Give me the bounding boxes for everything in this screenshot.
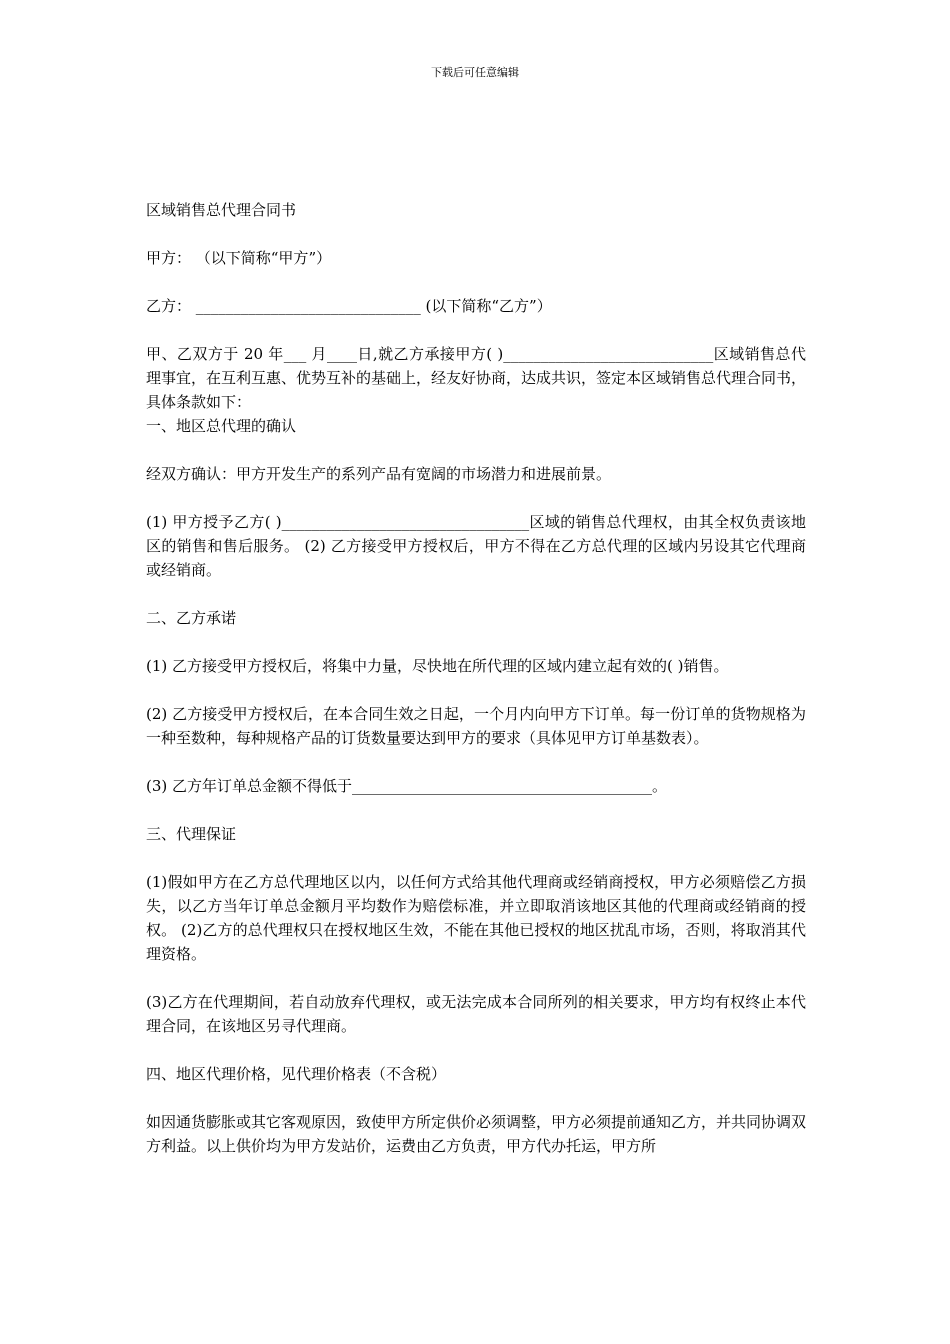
preamble-paragraph: 甲、乙双方于 20 年___ 月____日,就乙方承接甲方( )____________________________区域销售总代理事宜，在互利互惠、优势互补的基础上，经友好协商，达成共识，签定本区域销售总代理合同书，具体条款如下： xyxy=(146,345,807,411)
section-heading-4: 四、地区代理价格，见代理价格表（不含税） xyxy=(146,1065,447,1083)
guarantee-clause-1: (1)假如甲方在乙方总代理地区以内，以任何方式给其他代理商或经销商授权，甲方必须赔偿乙方损失，以乙方当年订单总金额月平均数作为赔偿标准，并立即取消该地区其他的代理商或经销商的授权。 (2)乙方的总代理权只在授权地区生效，不能在其他已授权的地区扰乱市场，否则，将取消其代理资格。 xyxy=(146,873,806,963)
section-heading-2: 二、乙方承诺 xyxy=(146,609,237,627)
promise-clause-2: (2) 乙方接受甲方授权后，在本合同生效之日起，一个月内向甲方下订单。每一份订单的货物规格为一种至数种，每种规格产品的订货数量要达到甲方的要求（具体见甲方订单基数表）。 xyxy=(146,705,806,747)
promise-clause-1: (1) 乙方接受甲方授权后，将集中力量，尽快地在所代理的区域内建立起有效的( )销售。 xyxy=(146,657,729,675)
promise-clause-3: (3) 乙方年订单总金额不得低于________________________________________。 xyxy=(146,777,668,795)
document-title: 区域销售总代理合同书 xyxy=(146,201,297,219)
pricing-paragraph: 如因通货膨胀或其它客观原因，致使甲方所定供价必须调整，甲方必须提前通知乙方，并共同协调双方利益。以上供价均为甲方发站价，运费由乙方负责，甲方代办托运，甲方所 xyxy=(146,1113,807,1155)
confirmation-paragraph: 经双方确认：甲方开发生产的系列产品有宽阔的市场潜力和进展前景。 xyxy=(146,465,612,483)
party-a-line: 甲方： （以下简称“甲方”） xyxy=(146,249,332,267)
section-heading-1: 一、地区总代理的确认 xyxy=(146,417,297,435)
section-heading-3: 三、代理保证 xyxy=(146,825,237,843)
contract-document xyxy=(146,198,806,1158)
guarantee-clause-3: (3)乙方在代理期间，若自动放弃代理权，或无法完成本合同所列的相关要求，甲方均有权终止本代理合同，在该地区另寻代理商。 xyxy=(146,993,806,1035)
party-b-line: 乙方： ______________________________ (以下简称“乙方”） xyxy=(146,297,552,315)
page-header-note: 下载后可任意编辑 xyxy=(431,66,519,79)
clause-1-paragraph: (1) 甲方授予乙方( )_________________________________区域的销售总代理权，由其全权负责该地区的销售和售后服务。 (2) 乙方接受甲方授权后，甲方不得在乙方总代理的区域内另设其它代理商或经销商。 xyxy=(146,513,806,579)
